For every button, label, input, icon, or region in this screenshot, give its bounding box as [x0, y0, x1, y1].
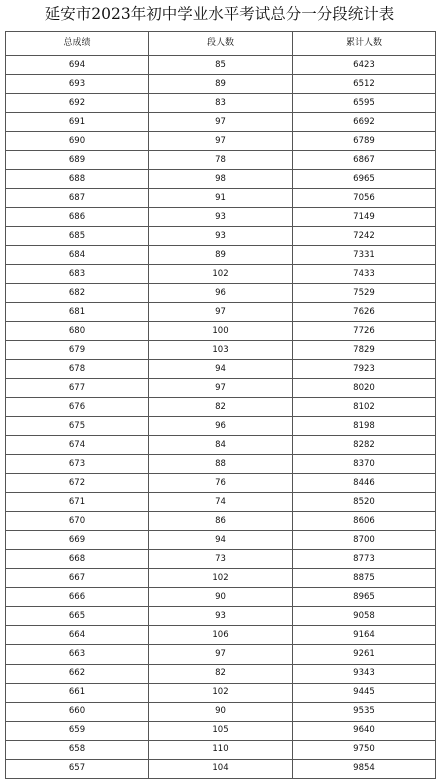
cell-cumulative-count: 7056 — [293, 189, 436, 208]
cell-total-score: 689 — [6, 151, 149, 170]
table-row — [6, 322, 436, 341]
table-row — [6, 360, 436, 379]
cell-total-score: 676 — [6, 398, 149, 417]
cell-segment-count: 102 — [149, 569, 293, 588]
cell-cumulative-count: 6595 — [293, 94, 436, 113]
cell-segment-count: 86 — [149, 512, 293, 531]
cell-segment-count: 93 — [149, 208, 293, 227]
cell-total-score: 670 — [6, 512, 149, 531]
cell-segment-count: 110 — [149, 740, 293, 759]
cell-total-score: 659 — [6, 721, 149, 740]
cell-segment-count: 73 — [149, 550, 293, 569]
table-row — [6, 512, 436, 531]
cell-total-score: 678 — [6, 360, 149, 379]
cell-segment-count: 94 — [149, 360, 293, 379]
cell-segment-count: 74 — [149, 493, 293, 512]
cell-total-score: 658 — [6, 740, 149, 759]
cell-cumulative-count: 8520 — [293, 493, 436, 512]
table-row — [6, 284, 436, 303]
cell-cumulative-count: 7726 — [293, 322, 436, 341]
cell-cumulative-count: 9640 — [293, 721, 436, 740]
table-row — [6, 265, 436, 284]
table-row — [6, 132, 436, 151]
cell-segment-count: 97 — [149, 645, 293, 664]
cell-total-score: 694 — [6, 56, 149, 75]
cell-total-score: 677 — [6, 379, 149, 398]
cell-segment-count: 91 — [149, 189, 293, 208]
cell-segment-count: 90 — [149, 588, 293, 607]
table-row — [6, 664, 436, 683]
cell-cumulative-count: 6692 — [293, 113, 436, 132]
cell-segment-count: 103 — [149, 341, 293, 360]
cell-cumulative-count: 9164 — [293, 626, 436, 645]
table-row — [6, 170, 436, 189]
cell-segment-count: 82 — [149, 664, 293, 683]
cell-total-score: 675 — [6, 417, 149, 436]
cell-cumulative-count: 7529 — [293, 284, 436, 303]
cell-total-score: 667 — [6, 569, 149, 588]
table-body — [6, 56, 436, 779]
table-row — [6, 683, 436, 702]
cell-cumulative-count: 8446 — [293, 474, 436, 493]
cell-total-score: 674 — [6, 436, 149, 455]
cell-total-score: 693 — [6, 75, 149, 94]
cell-segment-count: 78 — [149, 151, 293, 170]
table-row — [6, 151, 436, 170]
cell-total-score: 691 — [6, 113, 149, 132]
cell-total-score: 686 — [6, 208, 149, 227]
cell-segment-count: 85 — [149, 56, 293, 75]
cell-cumulative-count: 9535 — [293, 702, 436, 721]
cell-cumulative-count: 9445 — [293, 683, 436, 702]
cell-total-score: 662 — [6, 664, 149, 683]
cell-total-score: 685 — [6, 227, 149, 246]
table-row — [6, 246, 436, 265]
header-total-score: 总成绩 — [6, 32, 149, 56]
cell-cumulative-count: 7242 — [293, 227, 436, 246]
cell-cumulative-count: 8965 — [293, 588, 436, 607]
table-row — [6, 493, 436, 512]
cell-cumulative-count: 8773 — [293, 550, 436, 569]
cell-cumulative-count: 9750 — [293, 740, 436, 759]
table-header-row — [6, 32, 436, 56]
table-row — [6, 721, 436, 740]
header-cumulative-count: 累计人数 — [293, 32, 436, 56]
cell-cumulative-count: 6867 — [293, 151, 436, 170]
table-row — [6, 455, 436, 474]
cell-total-score: 665 — [6, 607, 149, 626]
cell-total-score: 681 — [6, 303, 149, 322]
cell-total-score: 690 — [6, 132, 149, 151]
cell-cumulative-count: 7149 — [293, 208, 436, 227]
cell-segment-count: 106 — [149, 626, 293, 645]
cell-total-score: 666 — [6, 588, 149, 607]
table-row — [6, 607, 436, 626]
table-row — [6, 303, 436, 322]
table-row — [6, 740, 436, 759]
cell-segment-count: 96 — [149, 284, 293, 303]
cell-segment-count: 94 — [149, 531, 293, 550]
cell-segment-count: 88 — [149, 455, 293, 474]
cell-segment-count: 97 — [149, 132, 293, 151]
table-row — [6, 94, 436, 113]
cell-segment-count: 93 — [149, 227, 293, 246]
cell-total-score: 679 — [6, 341, 149, 360]
table-row — [6, 398, 436, 417]
cell-segment-count: 100 — [149, 322, 293, 341]
cell-cumulative-count: 9854 — [293, 759, 436, 778]
cell-cumulative-count: 8700 — [293, 531, 436, 550]
cell-cumulative-count: 8020 — [293, 379, 436, 398]
cell-segment-count: 104 — [149, 759, 293, 778]
document-title: 延安市2023年初中学业水平考试总分一分段统计表 — [44, 5, 395, 23]
cell-segment-count: 82 — [149, 398, 293, 417]
table-row — [6, 702, 436, 721]
table-row — [6, 626, 436, 645]
cell-segment-count: 93 — [149, 607, 293, 626]
cell-total-score: 682 — [6, 284, 149, 303]
cell-cumulative-count: 7433 — [293, 265, 436, 284]
cell-total-score: 673 — [6, 455, 149, 474]
cell-segment-count: 83 — [149, 94, 293, 113]
cell-total-score: 668 — [6, 550, 149, 569]
table-row — [6, 759, 436, 778]
cell-total-score: 660 — [6, 702, 149, 721]
cell-segment-count: 102 — [149, 265, 293, 284]
cell-cumulative-count: 7626 — [293, 303, 436, 322]
cell-cumulative-count: 6512 — [293, 75, 436, 94]
table-row — [6, 208, 436, 227]
cell-total-score: 692 — [6, 94, 149, 113]
cell-cumulative-count: 8282 — [293, 436, 436, 455]
cell-cumulative-count: 6789 — [293, 132, 436, 151]
cell-total-score: 669 — [6, 531, 149, 550]
cell-segment-count: 96 — [149, 417, 293, 436]
cell-total-score: 661 — [6, 683, 149, 702]
cell-cumulative-count: 8606 — [293, 512, 436, 531]
table-row — [6, 550, 436, 569]
cell-cumulative-count: 7331 — [293, 246, 436, 265]
cell-cumulative-count: 6423 — [293, 56, 436, 75]
table-row — [6, 113, 436, 132]
cell-cumulative-count: 8875 — [293, 569, 436, 588]
cell-segment-count: 102 — [149, 683, 293, 702]
cell-segment-count: 105 — [149, 721, 293, 740]
cell-total-score: 671 — [6, 493, 149, 512]
cell-cumulative-count: 9343 — [293, 664, 436, 683]
table-row — [6, 379, 436, 398]
cell-segment-count: 84 — [149, 436, 293, 455]
cell-segment-count: 89 — [149, 246, 293, 265]
cell-total-score: 680 — [6, 322, 149, 341]
cell-total-score: 657 — [6, 759, 149, 778]
cell-segment-count: 97 — [149, 113, 293, 132]
cell-total-score: 672 — [6, 474, 149, 493]
header-segment-count: 段人数 — [149, 32, 293, 56]
cell-cumulative-count: 7829 — [293, 341, 436, 360]
cell-segment-count: 89 — [149, 75, 293, 94]
table-row — [6, 531, 436, 550]
table-row — [6, 75, 436, 94]
table-row — [6, 436, 436, 455]
table-row — [6, 645, 436, 664]
cell-cumulative-count: 7923 — [293, 360, 436, 379]
table-row — [6, 474, 436, 493]
cell-total-score: 687 — [6, 189, 149, 208]
cell-segment-count: 97 — [149, 303, 293, 322]
cell-cumulative-count: 8102 — [293, 398, 436, 417]
cell-cumulative-count: 6965 — [293, 170, 436, 189]
score-distribution-table — [5, 31, 436, 779]
table-row — [6, 417, 436, 436]
table-row — [6, 227, 436, 246]
table-row — [6, 588, 436, 607]
table-row — [6, 56, 436, 75]
cell-segment-count: 90 — [149, 702, 293, 721]
cell-segment-count: 97 — [149, 379, 293, 398]
cell-segment-count: 98 — [149, 170, 293, 189]
cell-total-score: 683 — [6, 265, 149, 284]
cell-cumulative-count: 8370 — [293, 455, 436, 474]
cell-total-score: 688 — [6, 170, 149, 189]
table-row — [6, 569, 436, 588]
cell-cumulative-count: 9261 — [293, 645, 436, 664]
cell-total-score: 684 — [6, 246, 149, 265]
cell-total-score: 663 — [6, 645, 149, 664]
table-row — [6, 341, 436, 360]
cell-total-score: 664 — [6, 626, 149, 645]
cell-cumulative-count: 9058 — [293, 607, 436, 626]
cell-cumulative-count: 8198 — [293, 417, 436, 436]
table-row — [6, 189, 436, 208]
cell-segment-count: 76 — [149, 474, 293, 493]
